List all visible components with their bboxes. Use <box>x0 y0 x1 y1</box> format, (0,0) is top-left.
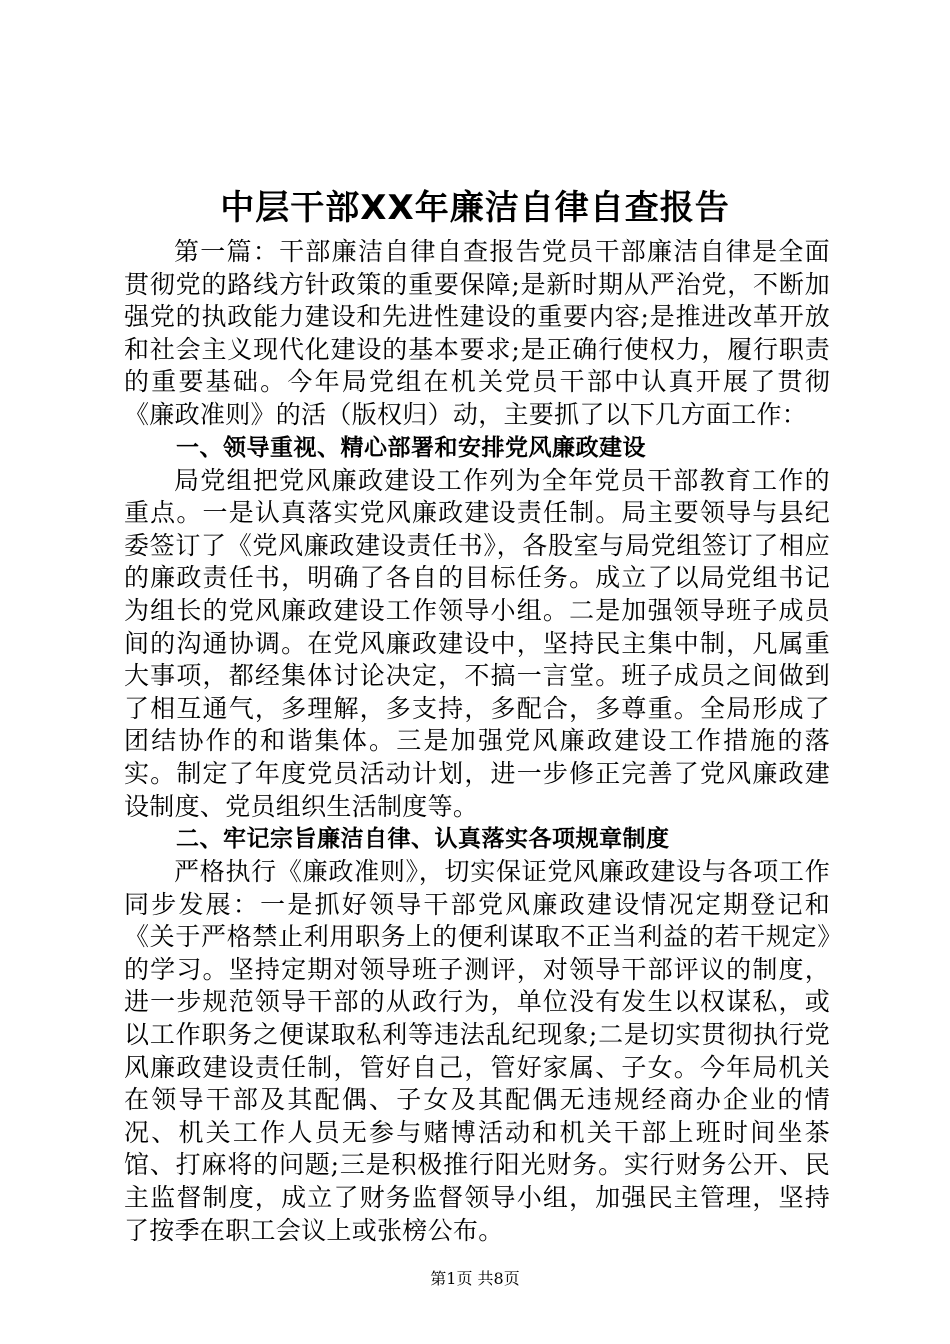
paragraph-intro: 第一篇：干部廉洁自律自查报告党员干部廉洁自律是全面贯彻党的路线方针政策的重要保障;是新时期从严治党，不断加强党的执政能力建设和先进性建设的重要内容;是推进改革开放和社会主义现代化建设的基本要求;是正确行使权力，履行职责的重要基础。今年局党组在机关党员干部中认真开展了贯彻《廉政准则》的活（版权归）动，主要抓了以下几方面工作： <box>124 237 830 429</box>
paragraph-section-2: 严格执行《廉政准则》，切实保证党风廉政建设与各项工作同步发展：一是抓好领导干部党风廉政建设情况定期登记和《关于严格禁止利用职务上的便利谋取不正当利益的若干规定》的学习。坚持定期对领导班子测评，对领导干部评议的制度，进一步规范领导干部的从政行为，单位没有发生以权谋私，或以工作职务之便谋取私利等违法乱纪现象;二是切实贯彻执行党风廉政建设责任制，管好自己，管好家属、子女。今年局机关在领导干部及其配偶、子女及其配偶无违规经商办企业的情况、机关工作人员无参与赌博活动和机关干部上班时间坐茶馆、打麻将的问题;三是积极推行阳光财务。实行财务公开、民主监督制度，成立了财务监督领导小组，加强民主管理，坚持了按季在职工会议上或张榜公布。 <box>124 857 830 1245</box>
document-body <box>124 236 830 1247</box>
section-heading-2: 二、牢记宗旨廉洁自律、认真落实各项规章制度 <box>176 826 670 853</box>
page-footer <box>0 1268 950 1290</box>
paragraph-section-1: 局党组把党风廉政建设工作列为全年党员干部教育工作的重点。一是认真落实党风廉政建设责任制。局主要领导与县纪委签订了《党风廉政建设责任书》，各股室与局党组签订了相应的廉政责任书，明确了各自的目标任务。成立了以局党组书记为组长的党风廉政建设工作领导小组。二是加强领导班子成员间的沟通协调。在党风廉政建设中，坚持民主集中制，凡属重大事项，都经集体讨论决定，不搞一言堂。班子成员之间做到了相互通气，多理解，多支持，多配合，多尊重。全局形成了团结协作的和谐集体。三是加强党风廉政建设工作措施的落实。制定了年度党员活动计划，进一步修正完善了党风廉政建设制度、党员组织生活制度等。 <box>124 465 830 821</box>
page-indicator: 第1页 共8页 <box>430 1269 520 1288</box>
section-heading-1: 一、领导重视、精心部署和安排党风廉政建设 <box>176 434 646 461</box>
document-title: 中层干部XX年廉洁自律自查报告 <box>220 188 730 228</box>
